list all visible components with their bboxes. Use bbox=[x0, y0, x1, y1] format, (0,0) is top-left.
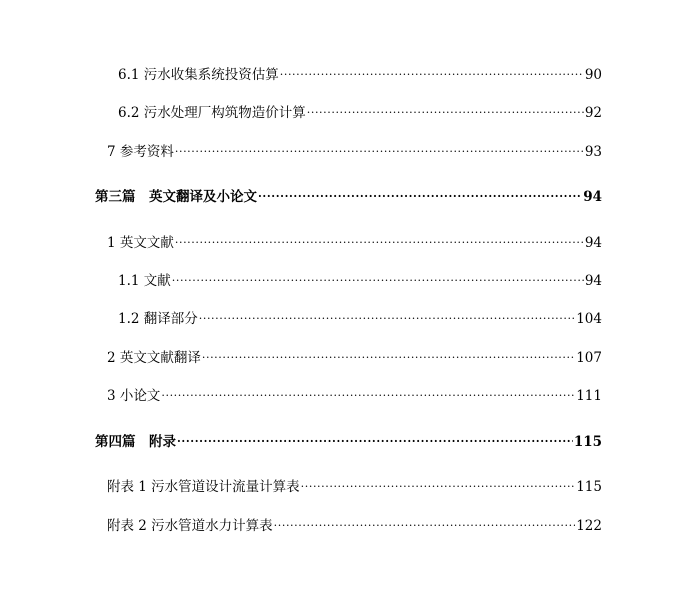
toc-leader-dots bbox=[177, 428, 573, 446]
toc-leader-dots bbox=[280, 61, 584, 79]
toc-leader-dots bbox=[274, 512, 576, 530]
toc-leader-dots bbox=[258, 183, 582, 201]
toc-entry-label: 1.1 文献 bbox=[118, 273, 171, 289]
toc-entry-label: 6.1 污水收集系统投资估算 bbox=[118, 67, 279, 83]
toc-leader-dots bbox=[202, 344, 575, 362]
toc-leader-dots bbox=[301, 473, 576, 491]
toc-entry-label: 2 英文文献翻译 bbox=[107, 350, 201, 366]
toc-page-number: 104 bbox=[576, 311, 602, 327]
toc-entry-label: 第四篇 附录 bbox=[95, 434, 176, 450]
toc-entry[interactable] bbox=[118, 305, 602, 328]
toc-entry-label: 附表 1 污水管道设计流量计算表 bbox=[107, 479, 300, 495]
toc-entry-label: 第三篇 英文翻译及小论文 bbox=[95, 189, 257, 205]
toc-entry[interactable] bbox=[107, 344, 602, 367]
toc-page-number: 111 bbox=[576, 388, 602, 404]
toc-page-number: 94 bbox=[584, 235, 602, 251]
toc-page-number: 94 bbox=[584, 273, 602, 289]
toc-entry[interactable] bbox=[118, 99, 602, 122]
toc-entry[interactable] bbox=[107, 229, 602, 252]
toc-leader-dots bbox=[199, 305, 575, 323]
toc-entry-label: 1 英文文献 bbox=[107, 235, 174, 251]
toc-page-number: 92 bbox=[584, 105, 602, 121]
toc-entry-label: 3 小论文 bbox=[107, 388, 161, 404]
toc-page-number: 122 bbox=[576, 518, 602, 534]
toc-page-number: 115 bbox=[576, 479, 602, 495]
toc-page-number: 90 bbox=[584, 67, 602, 83]
toc-leader-dots bbox=[307, 99, 584, 117]
toc-page-number: 94 bbox=[583, 189, 602, 205]
toc-page-number: 115 bbox=[573, 434, 602, 450]
toc-entry[interactable] bbox=[107, 382, 602, 405]
toc-entry[interactable] bbox=[118, 267, 602, 290]
toc-part-heading[interactable] bbox=[95, 428, 602, 451]
toc-page-number: 107 bbox=[576, 350, 602, 366]
toc-part-heading[interactable] bbox=[95, 183, 602, 206]
toc-page-number: 93 bbox=[584, 144, 602, 160]
toc-entry-label: 6.2 污水处理厂构筑物造价计算 bbox=[118, 105, 306, 121]
toc-leader-dots bbox=[172, 267, 584, 285]
toc-entry[interactable] bbox=[118, 61, 602, 84]
toc-leader-dots bbox=[161, 382, 575, 400]
toc-entry-label: 1.2 翻译部分 bbox=[118, 311, 198, 327]
toc-entry[interactable] bbox=[107, 138, 602, 161]
toc-entry-label: 7 参考资料 bbox=[107, 144, 174, 160]
toc-entry-label: 附表 2 污水管道水力计算表 bbox=[107, 518, 273, 534]
toc-entry[interactable] bbox=[107, 473, 602, 496]
toc-leader-dots bbox=[175, 229, 584, 247]
toc-entry[interactable] bbox=[107, 512, 602, 535]
toc-leader-dots bbox=[175, 138, 584, 156]
